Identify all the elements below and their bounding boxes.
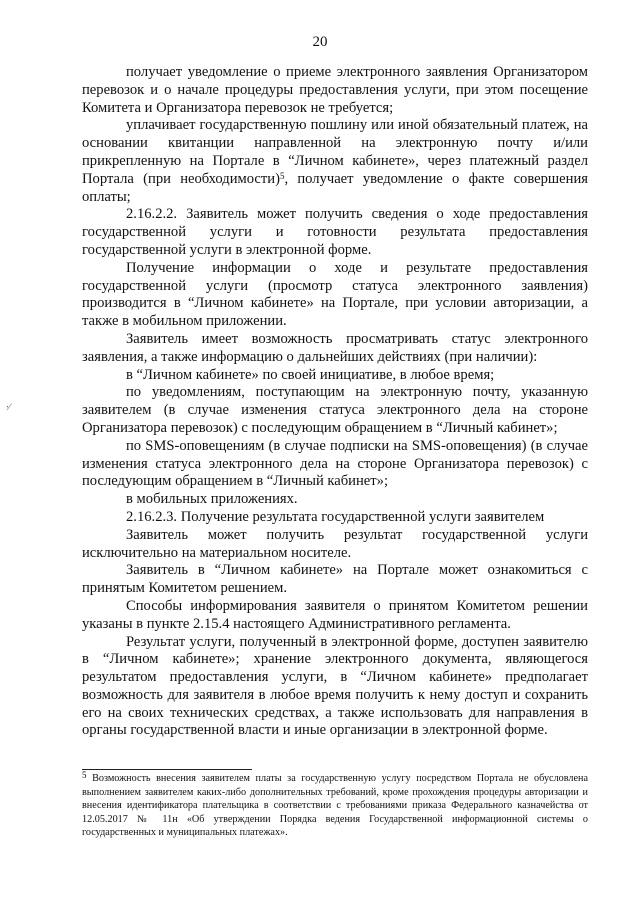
paragraph-text: получает уведомление о приеме электронного заявления Организатором перевозок и о начале процедуры предоставления услуги, при этом посещение Комитета и Организатора перевозок не требуется; <box>82 64 588 116</box>
paragraph-text: Результат услуги, полученный в электронной форме, доступен заявителю в “Личном кабинете»; хранение электронного документа, являющегося результатом предоставления услуги, в “Личном кабинете» предполагает возможность для заявителя в любое время получить к нему доступ и сохранить его на своих технических средствах, а также использовать для направления в органы государственной власти и иные организации в электронной форме. <box>82 633 588 739</box>
footnote-text: Возможность внесения заявителем платы за государственную услугу посредством Портала не обусловлена выполнением заявителем каких-либо дополнительных требований, кроме прохождения процедуры авторизации и внесения идентификатора плательщика в соответствии с требованиями приказа Федерального казначейства от 12.05.2017 № 11н «Об утверждении Порядка ведения Государственной информационной системы о государственных и муниципальных платежах». <box>82 773 588 839</box>
paragraph-status-info <box>82 260 588 331</box>
body-text <box>82 64 588 740</box>
paragraph-text: в “Личном кабинете» по своей инициативе, в любое время; <box>126 366 495 383</box>
paragraph-text: по SMS-оповещениям (в случае подписки на SMS-оповещения) (в случае изменения статуса электронного дела на стороне Организатора перевозок) с последующим обращением в “Личный кабинет»; <box>82 437 588 490</box>
paragraph-text: Заявитель в “Личном кабинете» на Портале может ознакомиться с принятым Комитетом решением. <box>82 562 588 597</box>
paragraph-view-status <box>82 331 588 367</box>
paragraph-electronic-result <box>82 634 588 741</box>
list-item-email <box>82 384 588 437</box>
paragraph-view-decision <box>82 562 588 598</box>
list-item-mobile <box>82 491 588 509</box>
paragraph-receive-notification <box>82 64 588 117</box>
footnote-marker: 5 <box>82 770 87 780</box>
list-item-cabinet <box>82 367 588 385</box>
paragraph-text: Способы информирования заявителя о принятом Комитетом решении указаны в пункте 2.15.4 настоящего Административного регламента. <box>82 597 588 632</box>
paragraph-text: Получение информации о ходе и результате предоставления государственной услуги (просмотр статуса электронного заявления) производится в “Личном кабинете» на Портале, при условии авторизации, а также в мобильном приложении. <box>82 259 588 330</box>
paragraph-inform-methods <box>82 598 588 634</box>
paragraph-text: в мобильных приложениях. <box>126 491 298 508</box>
paragraph-2-16-2-2 <box>82 206 588 259</box>
paragraph-text: Заявитель имеет возможность просматривать статус электронного заявления, а также информацию о дальнейших действиях (при наличии): <box>82 330 588 365</box>
footnote-reference: 5 <box>279 170 285 181</box>
paragraph-text: по уведомлениям, поступающим на электронную почту, указанную заявителем (в случае изменения статуса электронного дела на стороне Организатора перевозок) с последующим обращением в “Личный кабинет»; <box>82 384 588 436</box>
paragraph-pay-fee <box>82 117 588 206</box>
margin-mark: ∙∕ <box>6 402 11 413</box>
footnote-divider <box>82 769 252 770</box>
paragraph-text: уплачивает государственную пошлину или иной обязательный платеж, на основании квитанции направленной на электронную почту и/или прикрепленную на Портале в “Личном кабинете», через платежный раздел Портала (при необходимости) <box>82 117 588 187</box>
paragraph-text: 2.16.2.3. Получение результата государственной услуги заявителем <box>126 508 545 525</box>
paragraph-material-carrier <box>82 527 588 563</box>
paragraph-text: 2.16.2.2. Заявитель может получить сведения о ходе предоставления государственной услуги и готовности результата предоставления государственной услуги в электронной форме. <box>82 206 588 258</box>
paragraph-2-16-2-3 <box>82 509 588 527</box>
list-item-sms <box>82 438 588 491</box>
footnote <box>82 772 588 840</box>
paragraph-text: , получает уведомление о факте совершения оплаты; <box>82 170 588 205</box>
page-number: 20 <box>312 34 328 50</box>
paragraph-text: Заявитель может получить результат государственной услуги исключительно на материальном носителе. <box>82 526 588 561</box>
